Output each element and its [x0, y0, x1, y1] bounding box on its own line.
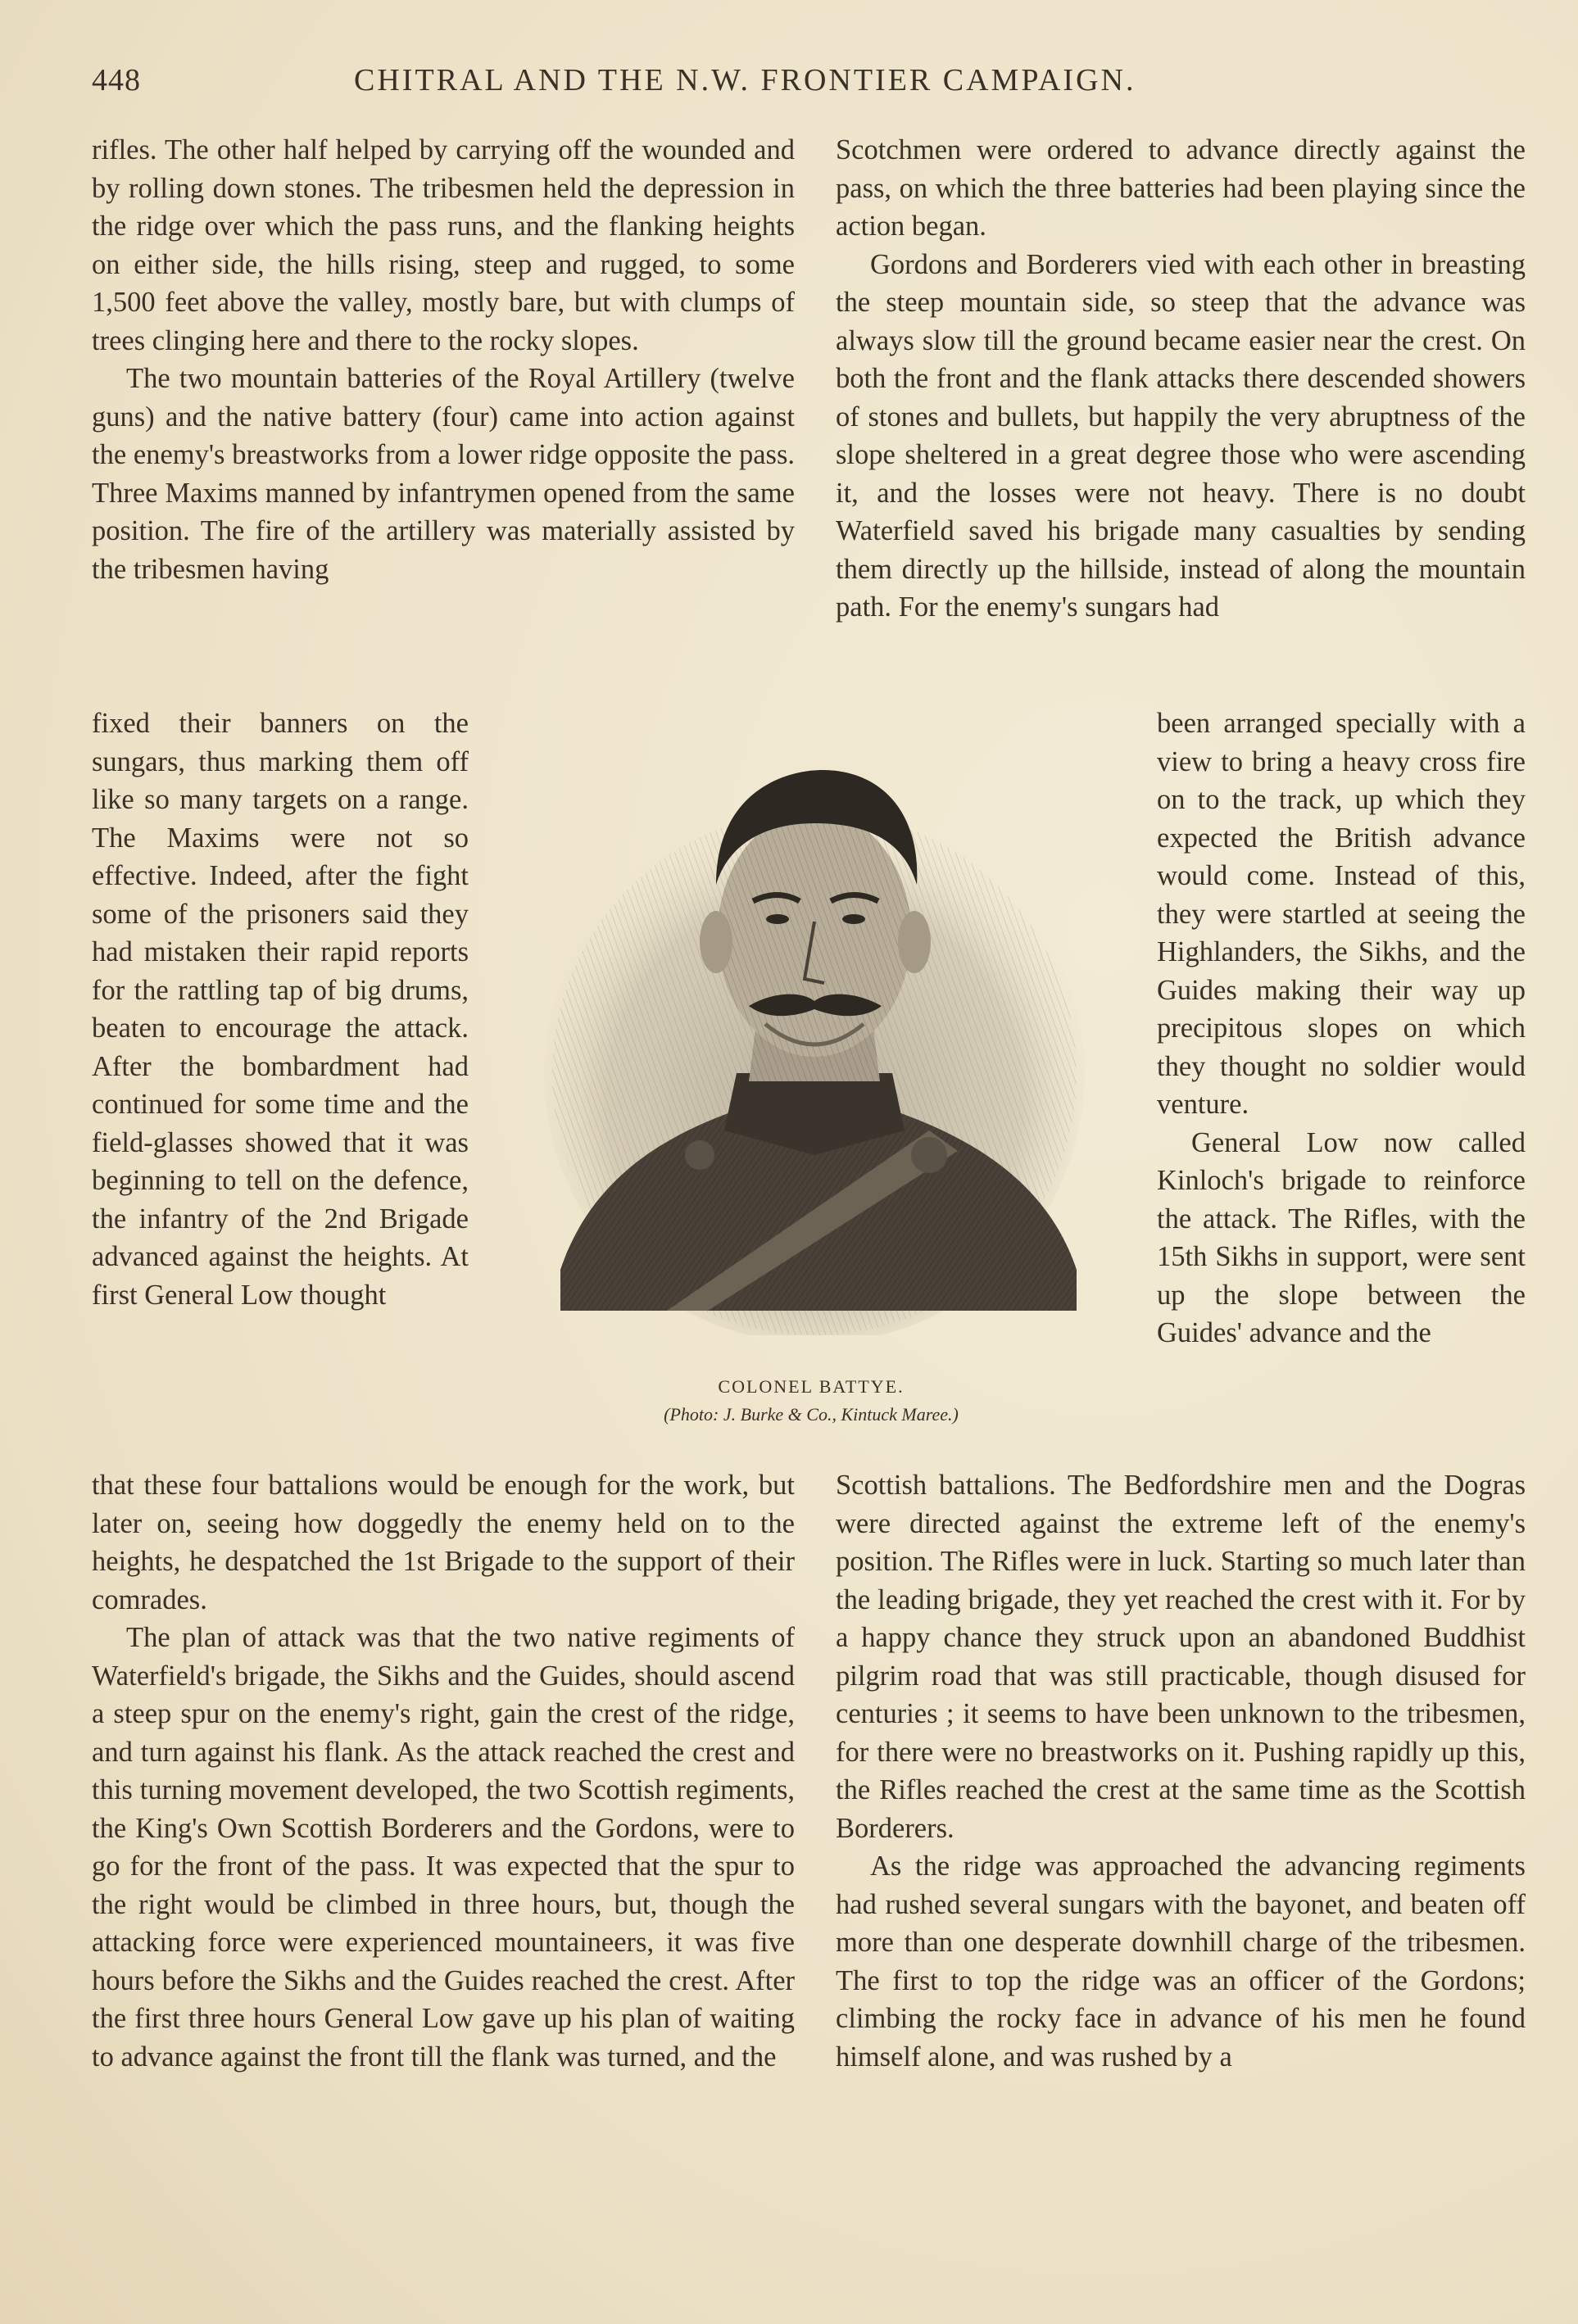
right-column-bottom: [836, 1466, 1526, 2076]
left-column-top: [92, 131, 795, 588]
left-column-wrap: [92, 704, 469, 1314]
paragraph: General Low now called Kinloch's brigade to reinforce the attack. The Rifles, with the 15th Sikhs in support, were sent up the slope between the Guides' advance and the: [1157, 1126, 1526, 1348]
paragraph: Scotchmen were ordered to advance directly against the pass, on which the three batteries had been playing since the action began.: [836, 134, 1526, 242]
caption-credit: (Photo: J. Burke & Co., Kintuck Maree.): [664, 1404, 959, 1425]
left-column-bottom: [92, 1466, 795, 2076]
paragraph: been arranged specially with a view to bring a heavy cross fire on to the track, up which they expected the British advance would come. Instead of this, they were startled at seeing the Highlanders, the Sikhs, and the Guides making their way up precipitous slopes on which they thought no soldier would venture.: [1157, 708, 1526, 1120]
paragraph: Scottish battalions. The Bedfordshire men and the Dogras were directed against the extreme left of the enemy's position. The Rifles were in luck. Starting so much later than the leading brigade, they yet reached the crest with it. For by a happy chance they struck upon an abandoned Buddhist pilgrim road that was still practicable, though disused for centuries ; it seems to have been unknown to the tribesmen, for there were no breastworks on it. Pushing rapidly up this, the Rifles reached the crest at the same time as the Scottish Borderers.: [836, 1470, 1526, 1844]
paragraph: fixed their banners on the sungars, thus marking them off like so many targets on a range. The Maxims were not so effective. Indeed, after the fight some of the prisoners said they had mistaken their rapid reports for the rattling tap of big drums, beaten to encourage the attack. After the bombardment had continued for some time and the field-glasses showed that it was beginning to tell on the defence, the infantry of the 2nd Brigade advanced against the heights. At first General Low thought: [92, 708, 469, 1311]
figure-caption: [524, 1373, 1098, 1429]
paragraph: As the ridge was approached the advancing regiments had rushed several sungars with the bayonet, and beaten off more than one desperate downhill charge of the tribesmen. The first to top the ridge was an officer of the Gordons; climbing the rocky face in advance of his men he found himself alone, and was rushed by a: [836, 1851, 1526, 2073]
paragraph: that these four battalions would be enough for the work, but later on, seeing how doggedly the enemy held on to the heights, he despatched the 1st Brigade to the support of their comrades.: [92, 1470, 795, 1615]
running-title: CHITRAL AND THE N.W. FRONTIER CAMPAIGN.: [354, 63, 1136, 97]
paragraph: The plan of attack was that the two native regiments of Waterfield's brigade, the Sikhs and the Guides, should ascend a steep spur on the enemy's right, gain the crest of the ridge, and turn against his flank. As the attack reached the crest and this turning movement developed, the two Scottish regiments, the King's Own Scottish Borderers and the Gordons, were to go for the front of the pass. It was expected that the spur to the right would be climbed in three hours, but, though the attacking force were experienced mountaineers, it was five hours before the Sikhs and the Guides reached the crest. After the first three hours General Low gave up his plan of waiting to advance against the front till the flank was turned, and the: [92, 1622, 795, 2073]
paragraph: Gordons and Borderers vied with each other in breasting the steep mountain side, so steep that the advance was always slow till the ground became easier near the crest. On both the front and the flank attacks there descended showers of stones and bullets, but happily the very abruptness of the slope sheltered in a great degree those who were ascending it, and the losses were not heavy. There is no doubt Waterfield saved his brigade many casualties by sending them directly up the hillside, instead of along the mountain path. For the enemy's sungars had: [836, 248, 1526, 623]
page-number: 448: [92, 63, 141, 97]
paragraph: The two mountain batteries of the Royal Artillery (twelve guns) and the native battery (four) came into action against the enemy's breastworks from a lower ridge opposite the pass. Three Maxims manned by infantrymen opened from the same position. The fire of the artillery was materially assisted by the tribesmen having: [92, 363, 795, 585]
page-header: [92, 62, 1534, 111]
right-column-top: [836, 131, 1526, 627]
portrait-engraving: [544, 745, 1085, 1335]
caption-name: COLONEL BATTYE.: [718, 1376, 905, 1397]
paragraph: rifles. The other half helped by carrying off the wounded and by rolling down stones. The tribesmen held the depression in the ridge over which the pass runs, and the flanking heights on either side, the hills rising, steep and rugged, to some 1,500 feet above the valley, mostly bare, but with clumps of trees clinging here and there to the rocky slopes.: [92, 134, 795, 356]
right-column-wrap: [1157, 704, 1526, 1352]
